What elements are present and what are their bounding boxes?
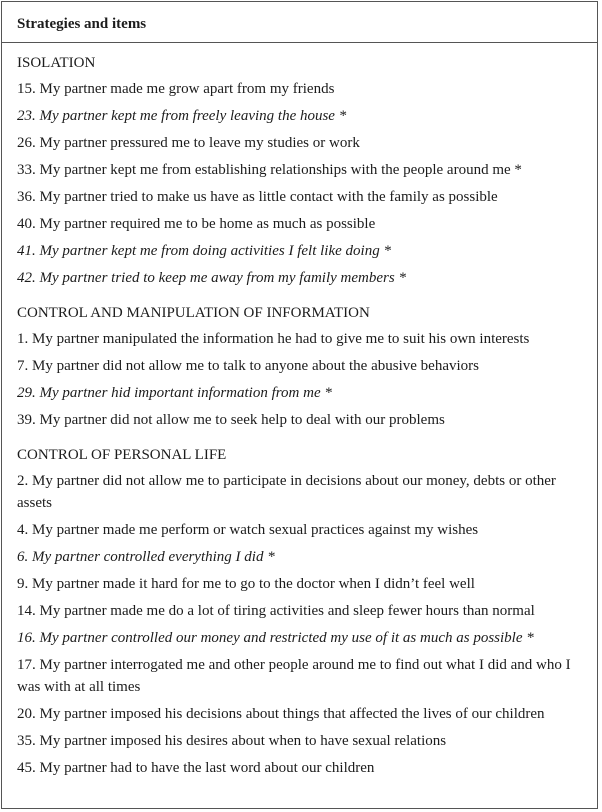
list-item: 35. My partner imposed his desires about when to have sexual relations	[17, 732, 447, 749]
list-item: 17. My partner interrogated me and other people around me to find out what I did and who I was with at all times	[17, 656, 571, 695]
list-item: 4. My partner made me perform or watch sexual practices against my wishes	[17, 521, 479, 538]
list-item: 9. My partner made it hard for me to go to the doctor when I didn’t feel well	[17, 575, 475, 592]
section	[17, 443, 589, 781]
list-item: 45. My partner had to have the last word about our children	[17, 759, 375, 776]
list-item: 2. My partner did not allow me to participate in decisions about our money, debts or other assets	[17, 472, 556, 511]
list-item: 29. My partner hid important information from me *	[17, 384, 332, 401]
section-title: CONTROL AND MANIPULATION OF INFORMATION	[17, 305, 370, 321]
section-title: CONTROL OF PERSONAL LIFE	[17, 447, 227, 463]
strategies-table	[1, 1, 598, 809]
list-item: 16. My partner controlled our money and restricted my use of it as much as possible *	[17, 629, 534, 646]
list-item: 23. My partner kept me from freely leaving the house *	[17, 107, 347, 124]
list-item: 36. My partner tried to make us have as little contact with the family as possible	[17, 188, 498, 205]
list-item: 15. My partner made me grow apart from my friends	[17, 80, 335, 97]
list-item: 40. My partner required me to be home as much as possible	[17, 215, 376, 232]
section-title: ISOLATION	[17, 55, 96, 71]
table-header: Strategies and items	[17, 16, 147, 32]
list-item: 1. My partner manipulated the information he had to give me to suit his own interests	[17, 330, 530, 347]
list-item: 7. My partner did not allow me to talk to anyone about the abusive behaviors	[17, 357, 479, 374]
section	[17, 51, 589, 291]
list-item: 6. My partner controlled everything I did *	[17, 548, 275, 565]
list-item: 39. My partner did not allow me to seek help to deal with our problems	[17, 411, 445, 428]
list-item: 14. My partner made me do a lot of tiring activities and sleep fewer hours than normal	[17, 602, 535, 619]
list-item: 33. My partner kept me from establishing relationships with the people around me *	[17, 161, 522, 178]
list-item: 41. My partner kept me from doing activities I felt like doing *	[17, 242, 391, 259]
header-divider	[2, 42, 597, 43]
list-item: 20. My partner imposed his decisions about things that affected the lives of our children	[17, 705, 545, 722]
section	[17, 301, 589, 433]
table-body	[17, 51, 589, 791]
list-item: 42. My partner tried to keep me away from my family members *	[17, 269, 406, 286]
list-item: 26. My partner pressured me to leave my studies or work	[17, 134, 360, 151]
